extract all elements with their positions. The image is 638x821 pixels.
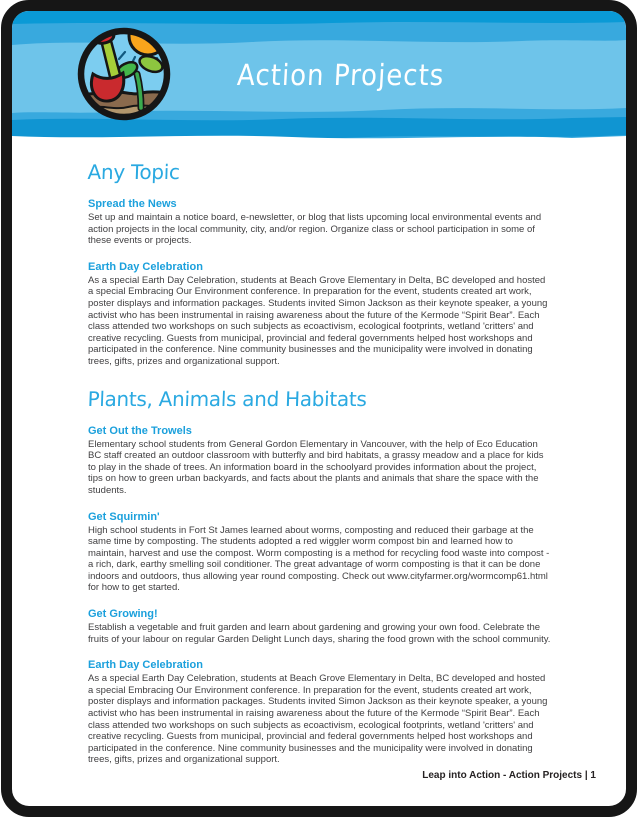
subheading: Earth Day Celebration (88, 659, 203, 672)
section-heading-any-topic: Any Topic (87, 160, 181, 184)
paragraph: Establish a vegetable and fruit garden and learn about gardening and growing your own food. Celebrate the fruits of your labour on regular Garden Delight Lunch days, sharing the food grown with the school community. (88, 622, 551, 645)
subheading: Get Growing! (88, 608, 158, 621)
paragraph: Elementary school students from General Gordon Elementary in Vancouver, with the help of Eco Education BC staff created an outdoor classroom with butterfly and bird habitats, a grassy meadow and a place for kids to play in the shade of trees. An information board in the schoolyard provides information about the project, tips on how to green urban backyards, and facts about the plants and animals that share the space with the students. (88, 438, 544, 496)
article-earth-day-celebration-1 (88, 261, 553, 368)
article-earth-day-celebration-2 (88, 659, 553, 766)
subheading: Get Squirmin' (88, 510, 160, 523)
page-title: Action Projects (236, 59, 446, 93)
article-spread-the-news (88, 198, 553, 247)
paragraph: As a special Earth Day Celebration, students at Beach Grove Elementary in Delta, BC developed and hosted a special Embracing Our Environment conference. In preparation for the event, students created art work, poster displays and information packages. Students invited Simon Jackson as their keynote speaker, a young activist who has been instrumental in raising awareness about the future of the Kermode “Spirit Bear”. Each class attended two workshops on such subjects as ecoactivism, ecological footprints, wetland 'critters' and creative recycling. Guests from municipal, provincial and federal governments helped host workshops and participated in the conference. Nine community businesses and the municipality were involved in donating trees, gifts, prizes and organizational support. (88, 673, 548, 766)
article-get-squirmin (88, 511, 553, 595)
section-heading-plants-animals-habitats: Plants, Animals and Habitats (87, 386, 368, 411)
subheading: Earth Day Celebration (88, 260, 203, 273)
subheading: Get Out the Trowels (88, 424, 192, 437)
subheading: Spread the News (88, 198, 177, 210)
page-footer: Leap into Action - Action Projects | 1 (422, 770, 596, 781)
paragraph: As a special Earth Day Celebration, students at Beach Grove Elementary in Delta, BC developed and hosted a special Embracing Our Environment conference. In preparation for the event, students created art work, poster displays and information packages. Students invited Simon Jackson as their keynote speaker, a young activist who has been instrumental in raising awareness about the future of the Kermode “Spirit Bear”. Each class attended two workshops on such subjects as ecoactivism, ecological footprints, wetland 'critters' and creative recycling. Guests from municipal, provincial and federal governments helped host workshops and participated in the conference. Nine community businesses and the municipality were involved in donating trees, gifts, prizes and organizational support. (88, 274, 548, 367)
page-header-banner (12, 11, 626, 143)
garden-logo-icon (74, 24, 174, 124)
article-get-out-the-trowels (88, 425, 553, 497)
article-get-growing (88, 608, 553, 645)
paragraph: High school students in Fort St James learned about worms, composting and reduced their garbage at the same time by composting. The students adopted a red wiggler worm compost bin and learned how to maintain, harvest and use the compost. Worm composting is a method for recycling food waste into compost - a rich, dark, earthy smelling soil conditioner. The great advantage of worm composting is that it can be done indoors and outdoors, thus allowing year round composting. Check out www.cityfarmer.org/wormcomp61.html for how to get started. (88, 524, 550, 594)
paragraph: Set up and maintain a notice board, e-newsletter, or blog that lists upcoming local environmental events and action projects in the local community, city, and/or region. Organize class or school participation in some of these events or projects. (88, 212, 542, 247)
page-content (12, 143, 626, 766)
document-page (1, 0, 637, 817)
